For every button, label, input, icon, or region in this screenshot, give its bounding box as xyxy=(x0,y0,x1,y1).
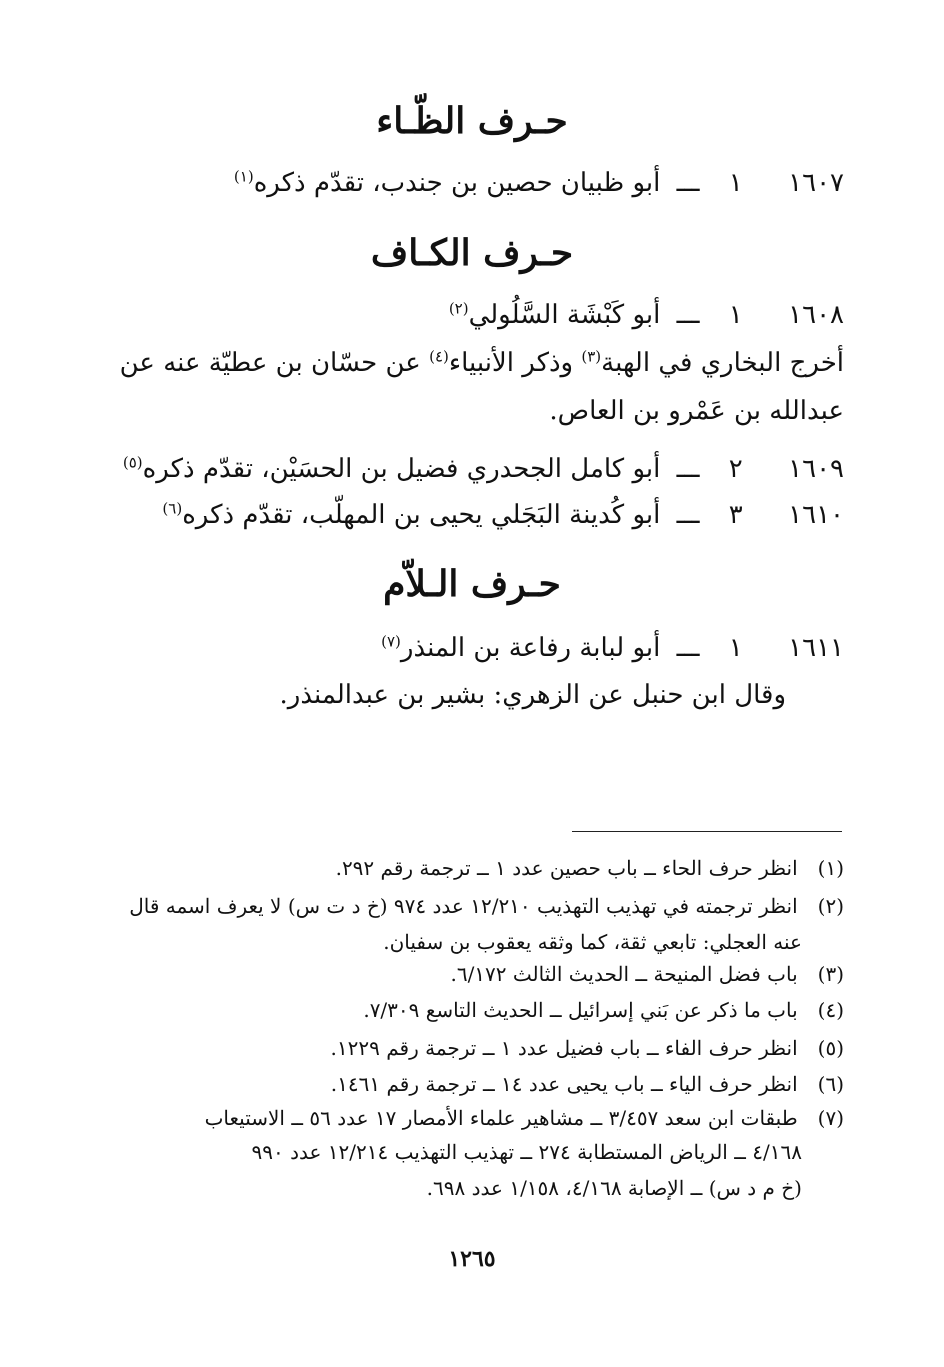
footnote-ref: (٧) xyxy=(381,632,401,651)
footnote-5 xyxy=(331,1036,844,1060)
entry-number: ١٦٠٩ xyxy=(788,454,844,484)
entry-text: أبو كُدينة البَجَلي يحيى بن المهلّب، تقدّم ذكره xyxy=(182,500,661,530)
page-number: ١٢٦٥ xyxy=(448,1246,496,1272)
section-heading-kaf: حـرف الكـاف xyxy=(370,232,574,274)
footnote-ref: (٣) xyxy=(581,347,602,366)
footnote-3 xyxy=(450,962,844,986)
entry-dash: ـــ xyxy=(676,500,700,530)
footnote-ref: (٢) xyxy=(448,299,469,318)
footnote-7-cont-2: (خ م د س) ــ الإصابة ٤/١٦٨، ١/١٥٨ عدد ٦٩٨. xyxy=(426,1176,802,1200)
footnote-number: (٦) xyxy=(817,1072,844,1096)
entry-text: أبو ظبيان حصين بن جندب، تقدّم ذكره xyxy=(253,168,661,198)
footnote-1 xyxy=(336,856,844,880)
entry-1609 xyxy=(123,454,844,484)
entry-1610 xyxy=(162,500,844,530)
entry-dash: ـــ xyxy=(676,633,700,663)
footnote-text: انظر حرف الياء ــ باب يحيى عدد ١٤ ــ ترجمة رقم ١٤٦١. xyxy=(330,1072,798,1096)
footnote-number: (٣) xyxy=(817,962,844,986)
footnote-number: (٢) xyxy=(817,894,844,918)
entry-seq: ١ xyxy=(728,300,743,330)
section-heading-lam: حـرف الـلاّم xyxy=(383,563,561,605)
entry-seq: ١ xyxy=(728,168,743,198)
footnote-ref: (٦) xyxy=(162,499,183,518)
entry-seq: ٣ xyxy=(728,500,743,530)
footnote-7 xyxy=(205,1106,844,1130)
entry-text: أبو لبابة رفاعة بن المنذر xyxy=(400,633,661,663)
footnote-text: طبقات ابن سعد ٣/٤٥٧ ــ مشاهير علماء الأمصار ١٧ عدد ٥٦ ــ الاستيعاب xyxy=(204,1106,798,1130)
entry-seq: ٢ xyxy=(728,454,743,484)
entry-text: أبو كَبْشَة السَّلُولي xyxy=(468,300,661,330)
footnote-4 xyxy=(363,998,844,1022)
para-text: وذكر الأنبياء xyxy=(448,348,582,378)
footnote-number: (٥) xyxy=(817,1036,844,1060)
entry-dash: ـــ xyxy=(676,454,700,484)
footnote-number: (٤) xyxy=(817,998,844,1022)
paragraph-1611: وقال ابن حنبل عن الزهري: بشير بن عبدالمنذر. xyxy=(279,680,786,710)
footnote-7-cont-1: ٤/١٦٨ ــ الرياض المستطابة ٢٧٤ ــ تهذيب التهذيب ١٢/٢١٤ عدد ٩٩٠ xyxy=(251,1140,802,1164)
paragraph-1608-line2: عبدالله بن عَمْرو بن العاص. xyxy=(549,396,844,426)
entry-1611 xyxy=(381,633,844,663)
footnote-6 xyxy=(331,1072,844,1096)
footnote-text: انظر حرف الفاء ــ باب فضيل عدد ١ ــ ترجمة رقم ١٢٢٩. xyxy=(330,1036,798,1060)
footnote-number: (٧) xyxy=(817,1106,844,1130)
para-text: أخرج البخاري في الهبة xyxy=(601,348,844,378)
paragraph-1608-line1 xyxy=(120,348,844,378)
entry-number: ١٦١٠ xyxy=(788,500,844,530)
footnote-text: باب ما ذكر عن بَني إسرائيل ــ الحديث التاسع ٧/٣٠٩. xyxy=(363,998,798,1022)
footnote-separator xyxy=(572,831,842,832)
entry-number: ١٦٠٨ xyxy=(788,300,844,330)
entry-number: ١٦١١ xyxy=(788,633,844,663)
footnote-text: انظر حرف الحاء ــ باب حصين عدد ١ ــ ترجمة رقم ٢٩٢. xyxy=(335,856,798,880)
footnote-ref: (٥) xyxy=(122,453,143,472)
footnote-text: انظر ترجمته في تهذيب التهذيب ١٢/٢١٠ عدد ٩٧٤ (خ د ت س) لا يعرف اسمه قال xyxy=(129,894,798,918)
footnote-2-cont: عنه العجلي: تابعي ثقة، كما وثقه يعقوب بن سفيان. xyxy=(383,930,802,954)
entry-number: ١٦٠٧ xyxy=(788,168,844,198)
entry-1608 xyxy=(449,300,844,330)
entry-text: أبو كامل الجحدري فضيل بن الحسَيْن، تقدّم ذكره xyxy=(142,454,661,484)
footnote-ref: (١) xyxy=(233,167,254,186)
footnote-number: (١) xyxy=(817,856,844,880)
section-heading-zaa: حـرف الظّـاء xyxy=(376,100,568,142)
entry-seq: ١ xyxy=(728,633,743,663)
entry-1607 xyxy=(234,168,844,198)
footnote-text: باب فضل المنيحة ــ الحديث الثالث ٦/١٧٢. xyxy=(450,962,798,986)
entry-dash: ـــ xyxy=(676,300,700,330)
entry-dash: ـــ xyxy=(676,168,700,198)
footnote-ref: (٤) xyxy=(429,347,449,366)
para-text: عن حسّان بن عطيّة عنه عن xyxy=(119,348,430,378)
footnote-2 xyxy=(129,894,844,918)
